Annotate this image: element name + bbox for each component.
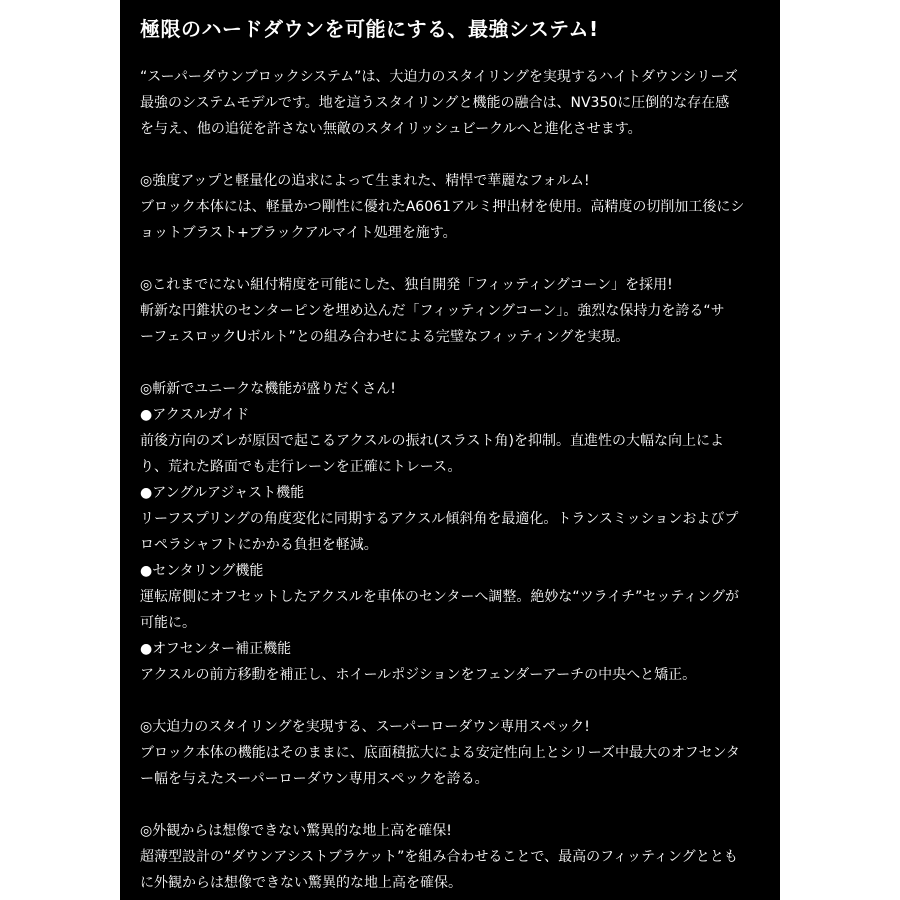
section-heading: ◎外観からは想像できない驚異的な地上高を確保! — [140, 823, 452, 839]
section-heading: ◎斬新でユニークな機能が盛りだくさん! — [140, 381, 396, 397]
feature-title: ●オフセンター補正機能 — [140, 641, 292, 657]
text-line: アクスルの前方移動を補正し、ホイールポジションをフェンダーアーチの中央へと矯正。 — [140, 667, 697, 683]
text-line: “スーパーダウンブロックシステム”は、大迫力のスタイリングを実現するハイトダウンシリーズ — [140, 69, 738, 85]
section-ground-clearance — [140, 818, 766, 896]
text-line: に外観からは想像できない驚異的な地上高を確保。 — [140, 875, 462, 891]
text-line: ブロック本体には、軽量かつ剛性に優れたA6061アルミ押出材を使用。高精度の切削加工後にシ — [140, 199, 745, 215]
text-line: を与え、他の追従を許さない無敵のスタイリッシュビークルへと進化させます。 — [140, 121, 642, 137]
section-heading: ◎これまでにない組付精度を可能にした、独自開発「フィッティングコーン」を採用! — [140, 277, 673, 293]
text-line: 前後方向のズレが原因で起こるアクスルの振れ(スラスト角)を抑制。直進性の大幅な向上によ — [140, 433, 724, 449]
text-line: 最強のシステムモデルです。地を這うスタイリングと機能の融合は、NV350に圧倒的な存在感 — [140, 95, 730, 111]
section-super-lowdown-spec — [140, 714, 766, 792]
text-line: リーフスプリングの角度変化に同期するアクスル傾斜角を最適化。トランスミッションおよびプ — [140, 511, 739, 527]
text-line: 超薄型設計の“ダウンアシストブラケット”を組み合わせることで、最高のフィッティングととも — [140, 849, 738, 865]
section-fitting-cone — [140, 272, 766, 350]
text-line: 斬新な円錐状のセンターピンを埋め込んだ「フィッティングコーン」。強烈な保持力を誇る“サ — [140, 303, 725, 319]
feature-title: ●センタリング機能 — [140, 563, 264, 579]
section-features — [140, 376, 766, 688]
headline: 極限のハードダウンを可能にする、最強システム! — [140, 17, 599, 41]
text-line: り、荒れた路面でも走行レーンを正確にトレース。 — [140, 459, 462, 475]
feature-title: ●アングルアジャスト機能 — [140, 485, 305, 501]
intro-paragraph — [140, 64, 766, 142]
text-line: 運転席側にオフセットしたアクスルを車体のセンターへ調整。絶妙な“ツライチ”セッティングが — [140, 589, 740, 605]
text-line: 可能に。 — [140, 615, 196, 631]
feature-title: ●アクスルガイド — [140, 407, 250, 423]
text-line: ョットブラスト+ブラックアルマイト処理を施す。 — [140, 225, 457, 241]
text-line: ロペラシャフトにかかる負担を軽減。 — [140, 537, 378, 553]
text-line: ーフェスロックUボルト”との組み合わせによる完璧なフィッティングを実現。 — [140, 329, 630, 345]
text-line: ブロック本体の機能はそのままに、底面積拡大による安定性向上とシリーズ中最大のオフセンタ — [140, 745, 740, 761]
section-heading: ◎大迫力のスタイリングを実現する、スーパーローダウン専用スペック! — [140, 719, 590, 735]
description-panel — [120, 0, 780, 900]
section-lightweight-form — [140, 168, 766, 246]
section-heading: ◎強度アップと軽量化の追求によって生まれた、精悍で華麗なフォルム! — [140, 173, 590, 189]
text-line: ー幅を与えたスーパーローダウン専用スペックを誇る。 — [140, 771, 489, 787]
